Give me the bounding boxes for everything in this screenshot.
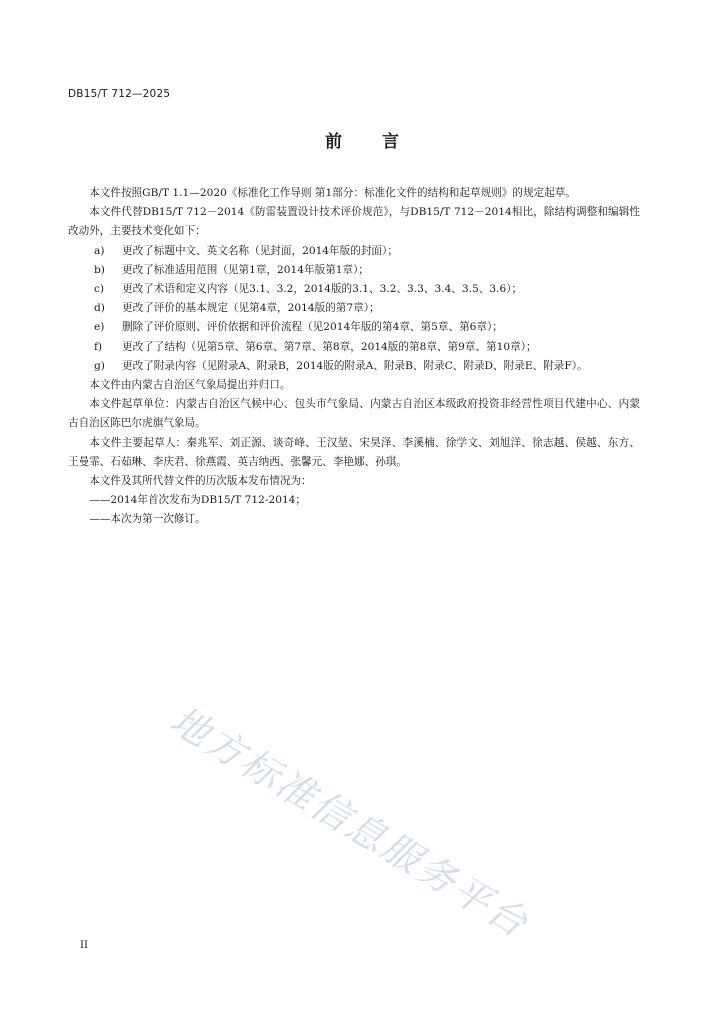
list-item-mark: c) (94, 283, 105, 296)
changes-list (68, 242, 640, 376)
document-code: DB15/T 712—2025 (68, 88, 171, 100)
list-item-text: 更改了术语和定义内容（见3.1、3.2，2014版的3.1、3.2、3.3、3.4、3.5、3.6）； (122, 283, 523, 296)
list-item (68, 318, 640, 337)
list-item-text: 删除了评价原则、评价依据和评价流程（见2014年版的第4章、第5章、第6章）； (122, 321, 503, 334)
list-item-mark: g) (94, 359, 105, 372)
paragraph-version-history: 本文件及其所代替文件的历次版本发布情况为： (89, 475, 312, 488)
list-item-mark: f) (94, 340, 103, 353)
foreword-body (68, 184, 640, 530)
history-item-revision: ——本次为第一次修订。 (89, 513, 206, 526)
paragraph-drafting-units: 本文件起草单位：内蒙古自治区气候中心、包头市气象局、内蒙古自治区本级政府投资非经营性项目代建中心、内蒙古自治区陈巴尔虎旗气象局。 (68, 398, 640, 430)
list-item-mark: b) (94, 263, 105, 276)
paragraph-proposer: 本文件由内蒙古自治区气象局提出并归口。 (89, 379, 291, 392)
list-item (68, 357, 640, 376)
list-item-text: 更改了附录内容（见附录A、附录B，2014版的附录A、附录B、附录C、附录D、附录E、附录F）。 (122, 359, 588, 372)
list-item-text: 更改了了结构（见第5章、第6章、第7章、第8章，2014版的第8章、第9章、第10章）； (122, 340, 537, 353)
page-title: 前言 (325, 132, 439, 152)
list-item (68, 280, 640, 299)
list-item-text: 更改了标题中文、英文名称（见封面，2014年版的封面）； (122, 244, 398, 257)
list-item-text: 更改了标准适用范围（见第1章，2014年版第1章）； (122, 263, 370, 276)
list-item (68, 299, 640, 318)
list-item-mark: e) (94, 321, 105, 334)
paragraph-drafting-basis: 本文件按照GB/T 1.1—2020《标准化工作导则 第1部分：标准化文件的结构和起草规则》的规定起草。 (89, 187, 576, 199)
page-number: II (80, 940, 88, 951)
watermark: 地方标准信息服务平台 (162, 697, 537, 947)
paragraph-drafters: 本文件主要起草人：秦兆军、刘正源、谈奇峰、王汉堃、宋昊泽、李溪楠、徐学文、刘旭洋、徐志越、侯越、东方、王曼霏、石茹琳、李庆君、徐燕霞、英吉纳西、张馨元、李艳娜、孙琪。 (68, 436, 640, 468)
list-item-mark: a) (94, 244, 105, 257)
list-item (68, 261, 640, 280)
list-item-mark: d) (94, 302, 105, 315)
history-item-first-release: ——2014年首次发布为DB15/T 712-2014； (89, 494, 307, 507)
paragraph-replacement: 本文件代替DB15/T 712－2014《防雷装置设计技术评价规范》，与DB15/T 712－2014相比，除结构调整和编辑性改动外，主要技术变化如下： (68, 206, 640, 238)
list-item (68, 242, 640, 261)
list-item (68, 338, 640, 357)
list-item-text: 更改了评价的基本规定（见第4章，2014版的第7章）； (122, 302, 380, 315)
